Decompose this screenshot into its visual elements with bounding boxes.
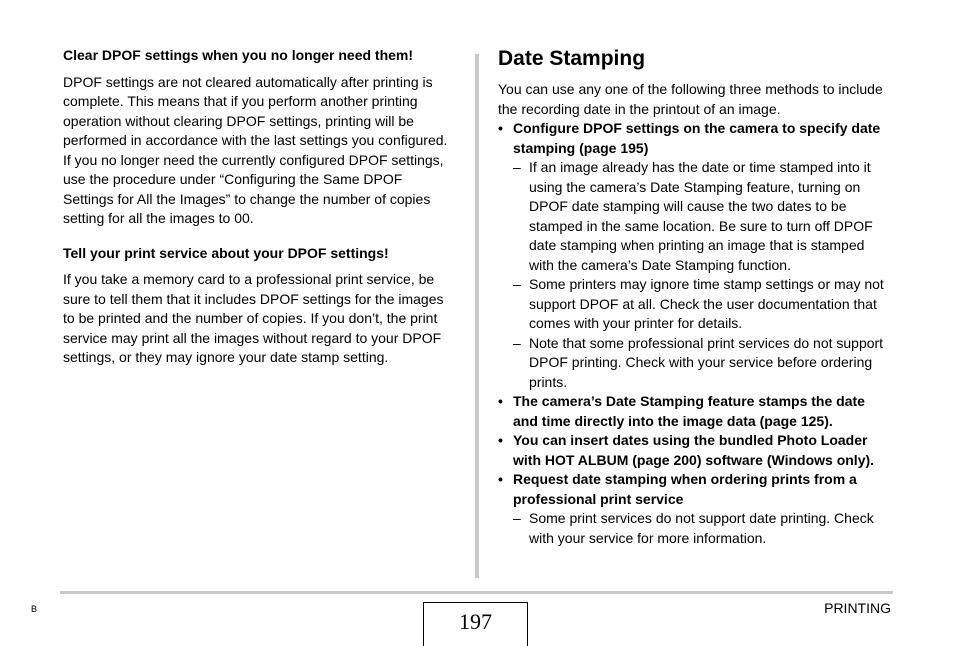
bullet-icon: • [498,120,503,136]
bullet-icon: • [498,432,503,448]
method-list [498,119,893,548]
sub-list [513,509,893,548]
dash-icon: – [513,276,521,292]
bullet-text: The camera’s Date Stamping feature stamps the date and time directly into the image data (page 125). [513,393,865,429]
sub-list-item [513,509,893,548]
list-item [498,470,893,548]
bullet-text: Request date stamping when ordering prints from a professional print service [513,471,857,507]
sub-item-text: Some print services do not support date printing. Check with your service for more information. [529,510,874,546]
list-item [498,392,893,431]
section-label: PRINTING [824,600,891,616]
sub-item-text: If an image already has the date or time stamped into it using the camera’s Date Stamping feature, turning on DPOF date stamping will cause the two dates to be stamped in the same location. Be sure to turn off DPOF date stamping when printing an image that is stamped with the camera’s Date Stamping function. [529,159,873,273]
sub-item-text: Some printers may ignore time stamp settings or may not support DPOF at all. Check the user documentation that comes with your printer for details. [529,276,884,331]
sub-item-text: Note that some professional print services do not support DPOF printing. Check with your service before ordering prints. [529,334,884,390]
page-title: Date Stamping [498,47,646,70]
bullet-text: You can insert dates using the bundled Photo Loader with HOT ALBUM (page 200) software (Windows only). [513,432,875,468]
dash-icon: – [513,159,521,175]
column-divider [475,54,479,578]
right-column [498,46,893,548]
sub-list-item [513,275,893,334]
corner-mark: B [31,604,38,614]
bullet-text: Configure DPOF settings on the camera to specify date stamping (page 195) [513,120,881,156]
intro-paragraph: You can use any one of the following three methods to include the recording date in the printout of an image. [498,81,883,117]
tell-print-service-body: If you take a memory card to a professional print service, be sure to tell them that it includes DPOF settings for the images to be printed and the number of copies. If you don’t, the print service may print all the images without regard to your DPOF settings, or they may ignore your date stamp setting. [63,271,444,365]
list-item [498,119,893,392]
tell-print-service-heading: Tell your print service about your DPOF settings! [63,244,389,261]
page-number: 197 [423,602,528,646]
clear-dpof-body: DPOF settings are not cleared automatically after printing is complete. This means that if you perform another printing operation without clearing DPOF settings, printing will be performed in accordance with the last settings you configured. If you no longer need the currently configured DPOF settings, use the procedure under “Configuring the Same DPOF Settings for All the Images” to change the number of copies setting for all the images to 00. [63,73,448,226]
clear-dpof-heading: Clear DPOF settings when you no longer need them! [63,47,414,63]
sub-list [513,158,893,392]
dash-icon: – [513,334,521,351]
footer-divider [60,591,893,594]
bullet-icon: • [498,393,503,409]
sub-list-item [513,158,893,275]
sub-list-item [513,334,893,393]
list-item [498,431,893,470]
bullet-icon: • [498,471,503,487]
dash-icon: – [513,510,521,526]
left-column [63,46,456,368]
